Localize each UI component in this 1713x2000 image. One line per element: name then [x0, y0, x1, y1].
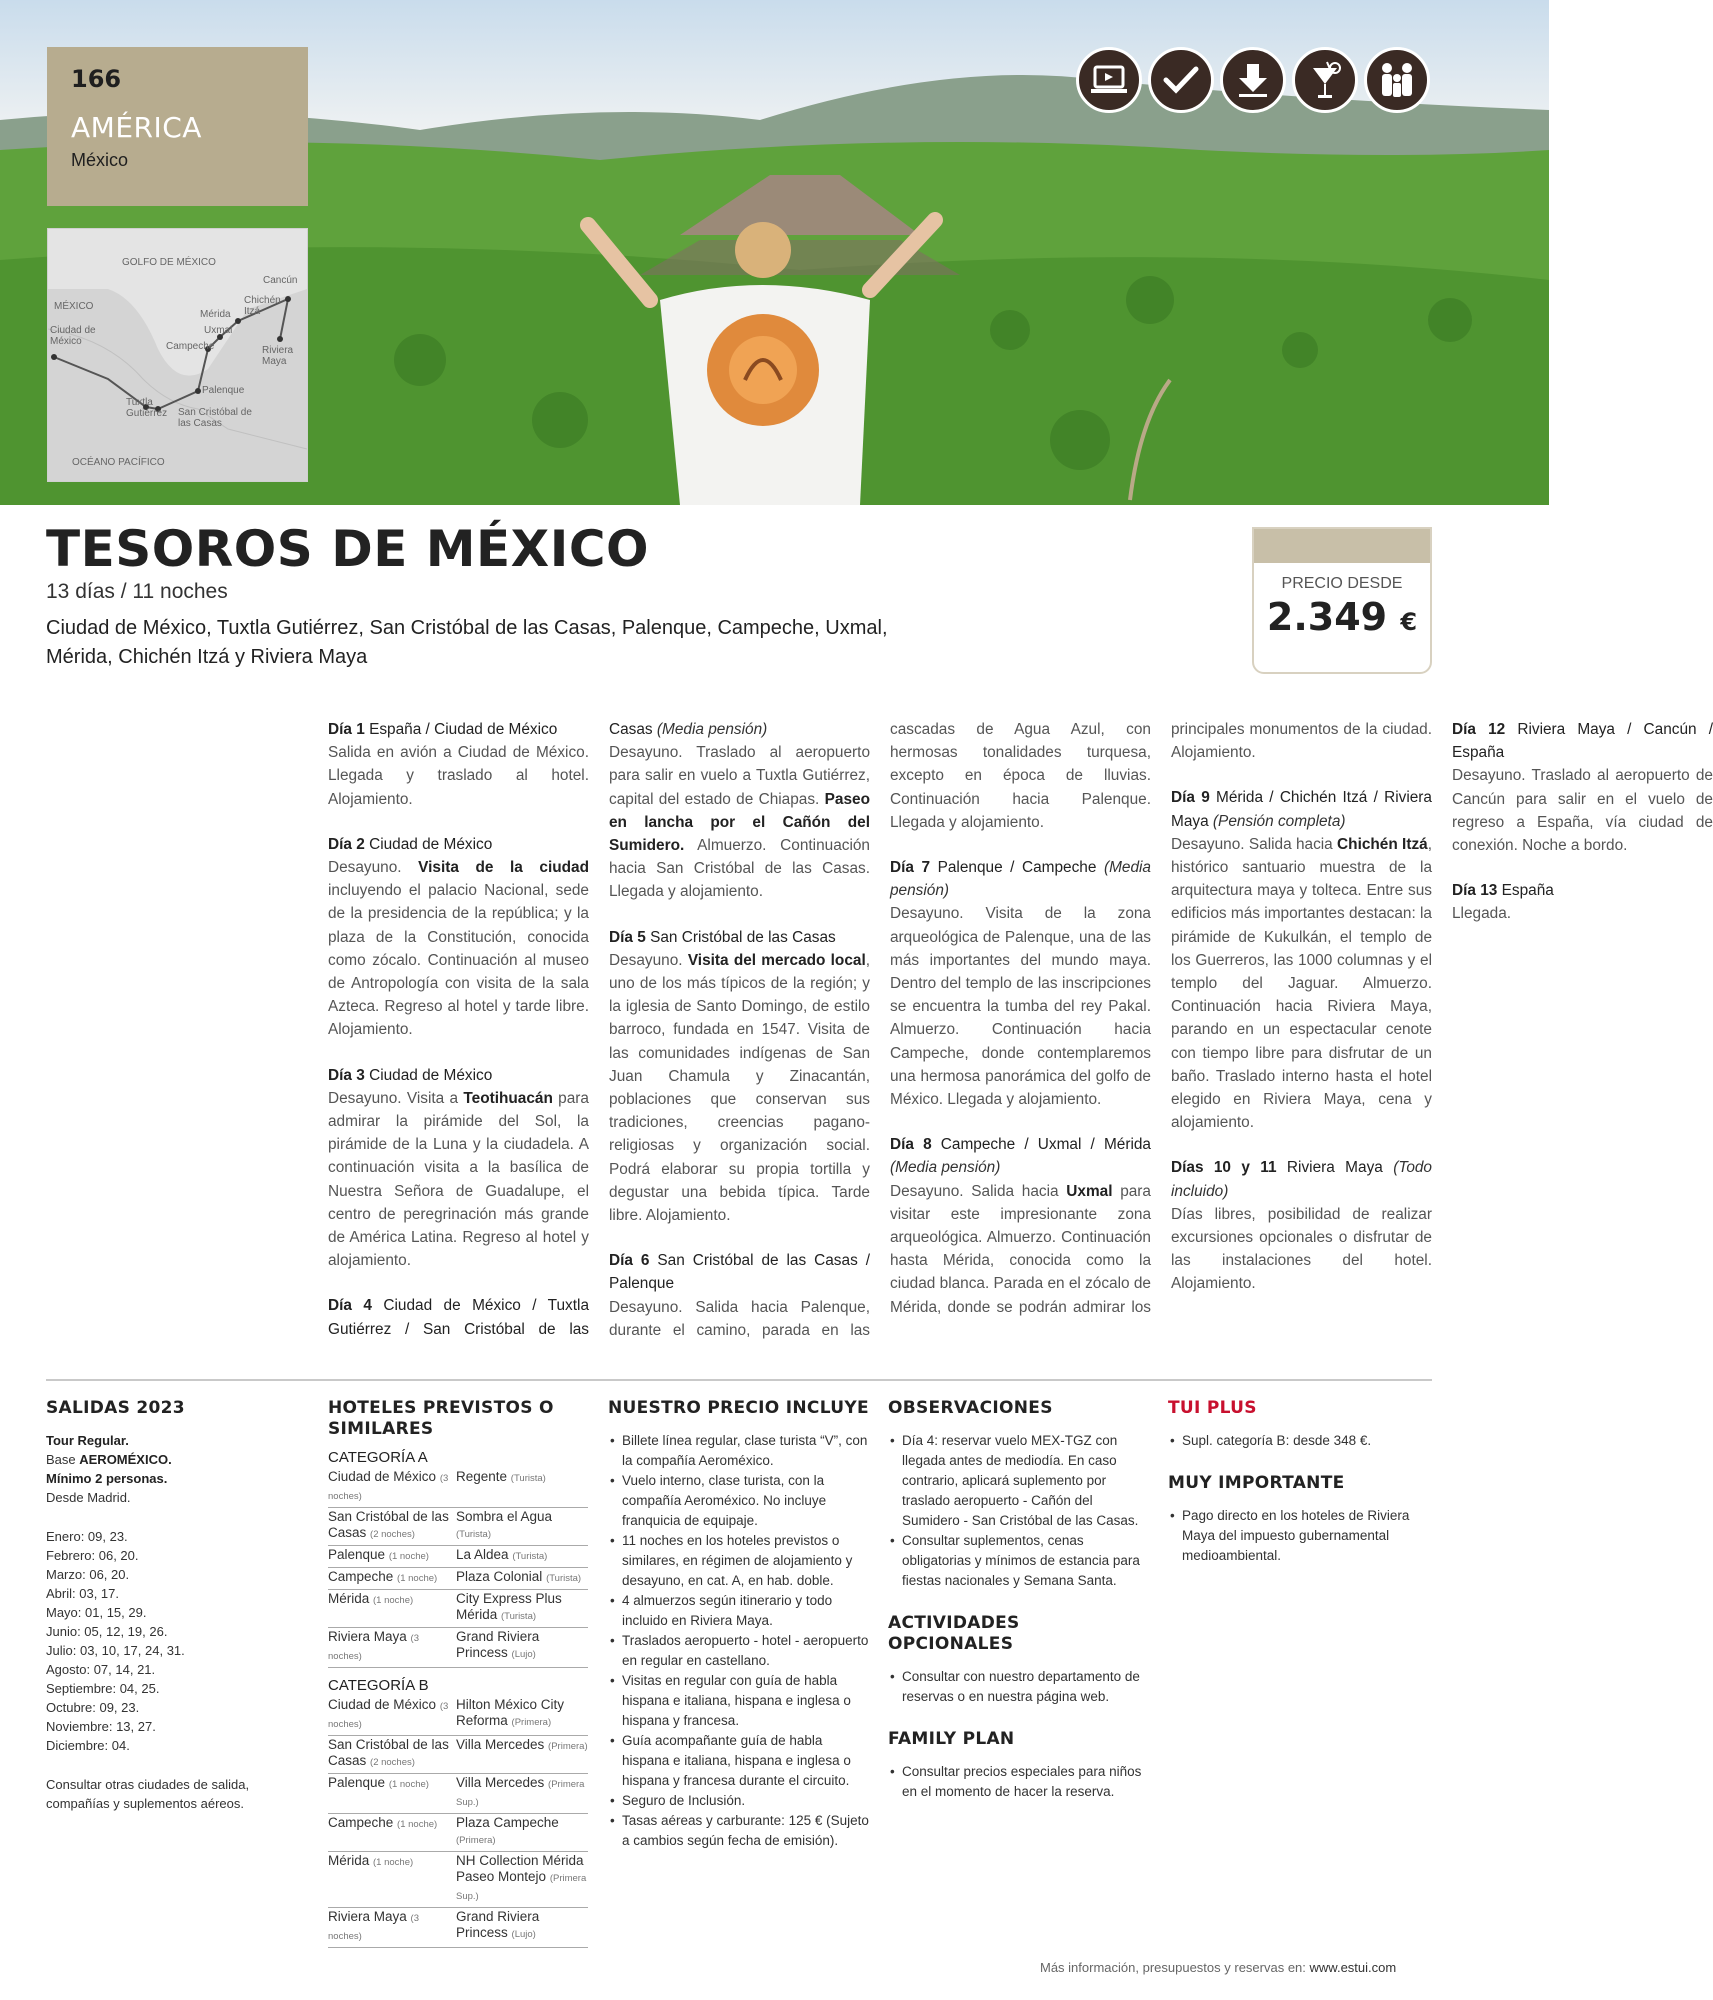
day-text: [328, 1087, 589, 1273]
day-route: San Cristóbal de las Casas: [645, 928, 836, 946]
tuiplus-column: [1168, 1398, 1432, 1566]
price-value: [1254, 595, 1430, 639]
category-heading: CATEGORÍA A: [328, 1449, 428, 1466]
hotel-city: [328, 1546, 456, 1568]
footer: [1040, 1960, 1396, 1975]
day-text-highlight: Teotihuacán: [463, 1089, 553, 1107]
hotel-name: [456, 1546, 588, 1568]
day-title: [328, 833, 589, 856]
salidas-heading: SALIDAS 2023: [46, 1398, 185, 1418]
day-route: Mérida / Chichén Itzá / Riviera Maya: [1171, 789, 1432, 830]
hero-photo: [0, 0, 1549, 505]
map-label-chichen: Chichén Itzá: [244, 295, 281, 317]
hotel-row: [328, 1568, 588, 1590]
hotel-category: (Primera Sup.): [456, 1873, 587, 1902]
departure-date: Marzo: 06, 20.: [46, 1567, 130, 1582]
incluye-item: • Traslados aeropuerto - hotel - aeropuerto en regular en castellano.: [608, 1631, 870, 1671]
itinerary-day: [1452, 879, 1713, 925]
itinerary-day: [1171, 1156, 1432, 1295]
departure-date: Enero: 09, 23.: [46, 1529, 128, 1544]
nights: (1 noche): [397, 1819, 438, 1830]
hotel-city: [328, 1508, 456, 1546]
day-title: [609, 1249, 870, 1295]
hotel-row: [328, 1814, 588, 1852]
map-label-campeche: Campeche: [166, 341, 215, 352]
city-name: Palenque: [328, 1775, 389, 1790]
price-amount: 2.349: [1266, 595, 1388, 639]
map-label-pacific: OCÉANO PACÍFICO: [72, 457, 165, 468]
day-route: Riviera Maya: [1276, 1159, 1383, 1177]
nights: (1 noche): [373, 1595, 414, 1606]
departure-date: Agosto: 07, 14, 21.: [46, 1662, 156, 1677]
day-number: Día 7: [890, 859, 931, 877]
hotel-category: (Turista): [512, 1551, 548, 1562]
departure-date: Abril: 03, 17.: [46, 1586, 119, 1601]
laptop-icon: [1076, 47, 1142, 113]
tour-title: TESOROS DE MÉXICO: [46, 520, 650, 578]
day-route: Palenque / Campeche: [930, 859, 1097, 877]
map-label-tuxtla: Tuxtla Gutiérrez: [126, 397, 168, 419]
incluye-column: [608, 1398, 870, 1851]
nights: (1 noche): [388, 1551, 429, 1562]
observacion-item: • Día 4: reservar vuelo MEX-TGZ con llegada antes de mediodía. En caso contrario, aplicará suplemento por traslado aeropuerto - Cañón del Sumidero - San Cristóbal de las Casas.: [888, 1431, 1150, 1531]
incluye-item: • 4 almuerzos según itinerario y todo incluido en Riviera Maya.: [608, 1591, 870, 1631]
hotel-name: [456, 1814, 588, 1852]
day-meal: (Media pensión): [890, 859, 1151, 900]
departure-date: Febrero: 06, 20.: [46, 1548, 139, 1563]
price-label-text: PRECIO: [1281, 575, 1343, 592]
salidas-note: Consultar otras ciudades de salida, compañías y suplementos aéreos.: [46, 1777, 250, 1811]
day-text: Salida en avión a Ciudad de México. Llegada y traslado al hotel. Alojamiento.: [328, 744, 589, 808]
city-name: Campeche: [328, 1569, 398, 1584]
hotel-title: Grand Riviera Princess: [456, 1629, 540, 1660]
observaciones-heading: OBSERVACIONES: [888, 1398, 1053, 1418]
day-text-highlight: Chichén Itzá: [1337, 835, 1428, 853]
itinerary-day: [328, 833, 589, 1042]
day-number: Día 3: [328, 1066, 365, 1084]
hotel-row: [328, 1508, 588, 1546]
day-route: España / Ciudad de México: [364, 721, 558, 738]
day-text: Días libres, posibilidad de realizar excursiones opcionales o disfrutar de las instalaciones del hotel. Alojamiento.: [1171, 1205, 1432, 1293]
day-meal: (Pensión completa): [1212, 812, 1346, 830]
footer-link[interactable]: www.estui.com: [1309, 1960, 1397, 1975]
hotel-category: (Primera Sup.): [456, 1779, 585, 1808]
tuiplus-heading: TUI PLUS: [1168, 1398, 1257, 1418]
day-meal: (Todo incluido): [1171, 1159, 1432, 1200]
day-title: [1452, 718, 1713, 764]
hotel-city: [328, 1774, 456, 1814]
route-map: [47, 228, 308, 482]
download-icon: [1220, 47, 1286, 113]
day-text-highlight: Visita de la ciudad: [418, 859, 589, 877]
day-text-pre: Desayuno. Visita a: [328, 1089, 464, 1107]
hotel-name: [456, 1628, 588, 1668]
actividad-item: • Consultar con nuestro departamento de reservas o en nuestra página web.: [888, 1667, 1150, 1707]
hoteles-column: [328, 1398, 590, 1948]
incluye-item: • Visitas en regular con guía de habla hispana e italiana, hispana e inglesa o hispana y francesa.: [608, 1671, 870, 1731]
hotel-title: Plaza Colonial: [456, 1569, 547, 1584]
importante-list: [1168, 1506, 1432, 1566]
day-text-pre: Desayuno. Salida hacia: [1171, 835, 1338, 853]
nights: (1 noche): [373, 1857, 414, 1868]
nights: (1 noche): [397, 1573, 438, 1584]
day-title: [890, 1133, 1151, 1179]
day-title: [328, 1064, 589, 1087]
city-name: Ciudad de México: [328, 1469, 440, 1484]
observaciones-list: [888, 1431, 1150, 1591]
day-route: Campeche / Uxmal / Mérida: [931, 1136, 1151, 1154]
hotel-title: Hilton México City Reforma: [456, 1697, 565, 1728]
nights: (3 noches): [328, 1701, 449, 1730]
hotel-category: (Turista): [546, 1573, 582, 1584]
city-name: Ciudad de México: [328, 1697, 440, 1712]
hotel-row: [328, 1736, 588, 1774]
incluye-item: • Guía acompañante guía de habla hispana e italiana, hispana e inglesa o hispana y francesa durante el circuito.: [608, 1731, 870, 1791]
day-title: [1171, 1156, 1432, 1202]
itinerary: [328, 718, 1713, 1363]
page-number: 166: [71, 65, 122, 93]
hotel-category: (Lujo): [511, 1649, 536, 1660]
itinerary-day: [1171, 786, 1432, 1134]
departure-date: Noviembre: 13, 27.: [46, 1719, 156, 1734]
price-label-from: DESDE: [1347, 575, 1403, 592]
cocktail-icon: [1292, 47, 1358, 113]
day-text-post: para visitar este impresionante zona arqueológica. Almuerzo. Continuación hasta Mérida, conocida como la ciudad blanca. Parada en el zócalo de Mérida, donde se podrán admirar los principales monumentos de la ciudad. Alojamiento.: [890, 721, 1432, 1316]
city-name: Mérida: [328, 1591, 374, 1606]
day-number: Día 9: [1171, 789, 1210, 807]
incluye-item: • Tasas aéreas y carburante: 125 € (Sujeto a cambios según fecha de emisión).: [608, 1811, 870, 1851]
day-title: [890, 856, 1151, 902]
day-text: [328, 856, 589, 1042]
hotel-name: [456, 1736, 588, 1774]
day-title: [609, 926, 870, 949]
tour-duration: 13 días / 11 noches: [46, 580, 228, 603]
service-icons: [1076, 47, 1430, 113]
itinerary-day: [1452, 718, 1713, 857]
hotel-name: [456, 1468, 588, 1508]
region-title: AMÉRICA: [71, 111, 202, 144]
tour-type: Tour Regular.: [46, 1433, 129, 1448]
city-name: Campeche: [328, 1815, 398, 1830]
map-label-uxmal: Uxmal: [204, 325, 233, 336]
hotel-title: Grand Riviera Princess: [456, 1909, 540, 1940]
day-text: Desayuno. Visita de la zona arqueológica de Palenque, una de las más importantes del mundo maya. Dentro del templo de las inscripciones se encuentra la tumba del rey Pakal. Almuerzo. Continuación hacia Campeche, donde contemplaremos una hermosa panorámica del golfo de México. Llegada y alojamiento.: [890, 905, 1151, 1109]
day-number: Día 12: [1452, 721, 1506, 738]
tour-cities: Ciudad de México, Tuxtla Gutiérrez, San Cristóbal de las Casas, Palenque, Campeche, Uxmal, Mérida, Chichén Itzá y Riviera Maya: [46, 617, 888, 668]
hotel-name: [456, 1508, 588, 1546]
day-text: [609, 741, 870, 903]
day-route: Ciudad de México: [364, 1066, 493, 1084]
nights: (3 noches): [328, 1913, 419, 1942]
day-text: Llegada.: [1452, 905, 1512, 923]
map-label-cancun: Cancún: [263, 275, 298, 286]
hotel-row: [328, 1468, 588, 1508]
incluye-item: • 11 noches en los hoteles previstos o similares, en régimen de alojamiento y desayuno, en cat. A, en hab. doble.: [608, 1531, 870, 1591]
hotel-title: Villa Mercedes: [456, 1737, 549, 1752]
day-text-highlight: Uxmal: [1066, 1182, 1113, 1200]
tuiplus-item: • Supl. categoría B: desde 348 €.: [1168, 1431, 1432, 1451]
hotel-city: [328, 1696, 456, 1736]
salidas-column: [46, 1398, 276, 1813]
day-text: [1171, 833, 1432, 1135]
hotel-city: [328, 1852, 456, 1908]
day-text-pre: Desayuno.: [609, 951, 688, 969]
airline-name: AEROMÉXICO.: [79, 1452, 172, 1467]
incluye-heading: NUESTRO PRECIO INCLUYE: [608, 1398, 869, 1418]
nights: (3 noches): [328, 1633, 419, 1662]
map-label-mexico: MÉXICO: [54, 301, 94, 312]
incluye-item: • Billete línea regular, clase turista “V”, con la compañía Aeroméxico.: [608, 1431, 870, 1471]
map-label-sancristobal: San Cristóbal de las Casas: [178, 407, 252, 429]
hotel-name: [456, 1908, 588, 1948]
hotel-title: NH Collection Mérida Paseo Montejo: [456, 1853, 584, 1884]
hotel-city: [328, 1814, 456, 1852]
departure-date: Junio: 05, 12, 19, 26.: [46, 1624, 168, 1639]
day-text-post: incluyendo el palacio Nacional, sede de la presidencia de la república; y la plaza de la Constitución, conocida como zócalo. Continuación al museo de Antropología con visita de la sala Azteca. Regreso al hotel y tarde libre. Alojamiento.: [328, 882, 589, 1039]
hotel-title: City Express Plus Mérida: [456, 1591, 562, 1622]
day-number: Día 1: [328, 721, 365, 738]
day-text: Desayuno. Traslado al aeropuerto de Cancún para salir en el vuelo de regreso a España, vía ciudad de conexión. Noche a bordo.: [1452, 767, 1713, 855]
itinerary-day: [890, 856, 1151, 1111]
check-icon: [1148, 47, 1214, 113]
day-title: [1452, 879, 1713, 902]
departure-date: Julio: 03, 10, 17, 24, 31.: [46, 1643, 185, 1658]
departure-date: Mayo: 01, 15, 29.: [46, 1605, 147, 1620]
hotel-category: (Primera): [511, 1717, 552, 1728]
day-text: [609, 949, 870, 1227]
hotel-table: [328, 1468, 588, 1668]
nights: (2 noches): [370, 1529, 415, 1540]
departure-city: Desde Madrid.: [46, 1490, 131, 1505]
hotel-name: [456, 1852, 588, 1908]
incluye-item: • Seguro de Inclusión.: [608, 1791, 870, 1811]
incluye-item: • Vuelo interno, clase turista, con la compañía Aeroméxico. No incluye franquicia de equipaje.: [608, 1471, 870, 1531]
day-text-post: , uno de los más típicos de la región; y la iglesia de Santo Domingo, de estilo barroco, fundada en 1547. Visita de las comunidades indígenas de San Juan Chamula y Zinacantán, poblaciones que conservan sus tradiciones, creencias pagano-religiosas y organización social. Podrá elaborar su propia tortilla y degustar una bebida típica. Tarde libre. Alojamiento.: [609, 951, 871, 1225]
base-airline: [46, 1450, 276, 1469]
hotel-row: [328, 1774, 588, 1814]
hotel-table: [328, 1696, 588, 1948]
city-name: Riviera Maya: [328, 1909, 411, 1924]
day-number: Días 10 y 11: [1171, 1159, 1277, 1177]
hotel-city: [328, 1736, 456, 1774]
day-text-highlight: Visita del mercado local: [687, 951, 866, 969]
price-label: [1254, 575, 1430, 593]
family-list: [888, 1762, 1150, 1802]
map-label-gulf: GOLFO DE MÉXICO: [122, 257, 216, 268]
departure-date: Septiembre: 04, 25.: [46, 1681, 160, 1696]
nights: (2 noches): [370, 1757, 415, 1768]
day-number: Día 4: [328, 1297, 372, 1315]
hotel-name: [456, 1568, 588, 1590]
importante-item: • Pago directo en los hoteles de Riviera Maya del impuesto gubernamental medioambiental.: [1168, 1506, 1432, 1566]
day-route: San Cristóbal de las Casas / Palenque: [609, 1252, 870, 1293]
hotel-category: (Turista): [456, 1529, 492, 1540]
hotel-name: [456, 1774, 588, 1814]
hotel-row: [328, 1908, 588, 1948]
incluye-list: [608, 1431, 870, 1851]
footer-text: Más información, presupuestos y reservas en:: [1040, 1960, 1310, 1975]
hotel-row: [328, 1696, 588, 1736]
base-label: Base: [46, 1452, 80, 1467]
country-name: México: [71, 150, 129, 170]
day-text-post: para admirar la pirámide del Sol, la pirámide de la Luna y la ciudadela. A continuación visita a la basílica de Nuestra Señora de Guadalupe, el centro de peregrinación más grande de América Latina. Regreso al hotel y alojamiento.: [328, 1089, 589, 1270]
nights: (1 noche): [388, 1779, 429, 1790]
city-name: San Cristóbal de las Casas: [328, 1509, 449, 1540]
day-text-post: , histórico santuario muestra de la arquitectura maya y tolteca. Entre sus edificios más importantes destacan: la pirámide de Kukulkán, el templo de los Guerreros, las 1000 columnas y el templo del Jaguar. Almuerzo. Continuación hacia Riviera Maya, parando en un espectacular cenote con tiempo libre para disfrutar de un baño. Traslado interno hasta el hotel elegido en Riviera Maya, cena y alojamiento.: [1171, 835, 1432, 1132]
observacion-item: • Consultar suplementos, cenas obligatorias y mínimos de estancia para fiestas nacionales y Semana Santa.: [888, 1531, 1150, 1591]
hotel-city: [328, 1590, 456, 1628]
day-text-post: Almuerzo. Continuación hacia San Cristóbal de las Casas. Llegada y alojamiento.: [609, 837, 870, 901]
day-meal: (Media pensión): [890, 1159, 1001, 1177]
departure-dates: [46, 1527, 276, 1755]
hotel-category: (Primera): [548, 1741, 588, 1752]
min-persons: Mínimo 2 personas.: [46, 1471, 168, 1486]
day-number: Día 13: [1452, 882, 1498, 900]
price-box: [1252, 527, 1432, 674]
hotel-title: La Aldea: [456, 1547, 513, 1562]
itinerary-day: [328, 1064, 589, 1273]
price-currency: €: [1400, 608, 1418, 636]
hotel-title: Regente: [456, 1469, 511, 1484]
destination-label: [47, 47, 308, 206]
hotel-city: [328, 1628, 456, 1668]
day-number: Día 6: [609, 1252, 650, 1270]
map-label-merida: Mérida: [200, 309, 231, 320]
hotel-row: [328, 1852, 588, 1908]
day-title: [328, 718, 589, 741]
map-label-riviera: Riviera Maya: [262, 345, 294, 367]
observaciones-column: [888, 1398, 1150, 1802]
day-text-pre: Desayuno. Traslado al aeropuerto para salir en vuelo a Tuxtla Gutiérrez, capital del estado de Chiapas.: [609, 744, 870, 808]
departure-date: Diciembre: 04.: [46, 1738, 130, 1753]
hotel-category: (Lujo): [511, 1929, 536, 1940]
map-label-cdmx: Ciudad de México: [50, 325, 96, 347]
family-icon: [1364, 47, 1430, 113]
actividades-list: [888, 1667, 1150, 1707]
day-text-pre: Desayuno.: [328, 859, 419, 877]
day-route: Ciudad de México / Tuxtla Gutiérrez / San Cristóbal de las Casas: [328, 721, 653, 1338]
family-heading: FAMILY PLAN: [888, 1729, 1015, 1749]
family-item: • Consultar precios especiales para niños en el momento de hacer la reserva.: [888, 1762, 1150, 1802]
hotel-title: Plaza Campeche: [456, 1815, 559, 1830]
tuiplus-list: [1168, 1431, 1432, 1451]
itinerary-day: [328, 718, 589, 811]
hotel-category: (Turista): [501, 1611, 537, 1622]
day-number: Día 5: [609, 928, 646, 946]
itinerary-day: [609, 926, 870, 1228]
category-heading: CATEGORÍA B: [328, 1677, 429, 1694]
hotel-city: [328, 1908, 456, 1948]
day-text: Desayuno. Salida hacia Palenque, durante el camino, parada en las cascadas de Agua Azul, con hermosas tonalidades turquesa, excepto en época de lluvias. Continuación hacia Palenque. Llegada y alojamiento.: [609, 721, 1151, 1339]
hotel-name: [456, 1696, 588, 1736]
day-route: Riviera Maya / Cancún / España: [1452, 721, 1713, 762]
map-label-palenque: Palenque: [202, 385, 245, 396]
importante-heading: MUY IMPORTANTE: [1168, 1473, 1345, 1493]
hotel-category: (Primera): [456, 1835, 496, 1846]
city-name: Riviera Maya: [328, 1629, 411, 1644]
day-route: Ciudad de México: [364, 835, 493, 853]
day-title: [1171, 786, 1432, 832]
city-name: San Cristóbal de las Casas: [328, 1737, 449, 1768]
hotel-category: (Turista): [510, 1473, 546, 1484]
hotel-categories: [328, 1448, 590, 1948]
actividades-heading: ACTIVIDADES OPCIONALES: [888, 1613, 1020, 1654]
day-number: Día 8: [890, 1136, 932, 1154]
hotel-name: [456, 1590, 588, 1628]
hotel-row: [328, 1628, 588, 1668]
hotel-title: Villa Mercedes: [456, 1775, 549, 1790]
departure-date: Octubre: 09, 23.: [46, 1700, 140, 1715]
divider: [46, 1379, 1432, 1381]
city-name: Palenque: [328, 1547, 389, 1562]
day-text-highlight: Paseo en lancha por el Cañón del Sumidero.: [609, 790, 870, 855]
day-meal: (Media pensión): [656, 721, 768, 738]
hotel-row: [328, 1546, 588, 1568]
hoteles-heading: HOTELES PREVISTOS O SIMILARES: [328, 1398, 554, 1439]
hotel-city: [328, 1568, 456, 1590]
hotel-row: [328, 1590, 588, 1628]
city-name: Mérida: [328, 1853, 374, 1868]
day-text-pre: Desayuno. Salida hacia: [890, 1182, 1067, 1200]
day-number: Día 2: [328, 835, 365, 853]
nights: (3 noches): [328, 1473, 449, 1502]
hotel-city: [328, 1468, 456, 1508]
hotel-title: Sombra el Agua: [456, 1509, 553, 1524]
day-route: España: [1497, 882, 1554, 900]
